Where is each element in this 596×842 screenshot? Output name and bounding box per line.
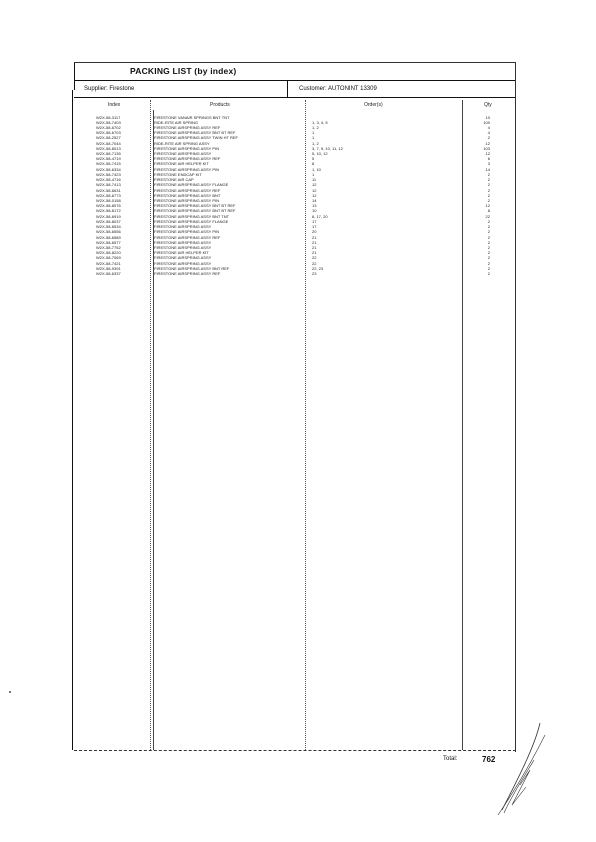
row-product: FIRESTONE AIRSPRING ASSY PIN <box>154 198 219 204</box>
right-border <box>515 62 516 752</box>
page-title: PACKING LIST (by index) <box>130 66 237 76</box>
row-qty: 12 <box>485 151 490 157</box>
row-orders: 12 <box>312 187 317 193</box>
row-product: FIRESTONE AIRSPRING ASSY FLANGE <box>154 218 229 224</box>
row-product: FIRESTONE AIR HELPER KIT <box>154 161 209 167</box>
row-orders: 21 <box>312 239 317 245</box>
row-qty: 2 <box>487 224 490 230</box>
col-header-qty: Qty <box>484 102 492 108</box>
row-orders: 5 <box>312 156 315 162</box>
row-index: W2X-58-7069 <box>96 255 121 261</box>
row-index: W2X-58-7403 <box>96 119 121 125</box>
row-orders: 8 <box>312 161 315 167</box>
row-qty: 12 <box>485 140 490 146</box>
row-orders: 11 <box>312 177 317 183</box>
row-orders: 21 <box>312 245 317 250</box>
row-orders: 14 <box>312 198 317 204</box>
row-orders: 22 <box>312 260 317 266</box>
row-product: FIRESTONE AIR CAP <box>154 177 194 183</box>
bottom-rule <box>74 750 516 751</box>
row-orders: 22 <box>312 255 317 261</box>
row-index: W2X-58-7135 <box>96 151 121 157</box>
row-index: W2X-58-6702 <box>96 124 121 130</box>
row-qty: 2 <box>487 182 490 188</box>
row-index: W2X-58-9391 <box>96 265 121 271</box>
row-product: RIDE-RITE AIR SPRING ASSY <box>154 140 210 146</box>
row-orders: 22, 23 <box>312 265 324 271</box>
row-index: W2X-58-6773 <box>96 192 121 198</box>
row-index: W2X-58-7413 <box>96 182 121 188</box>
row-orders: 1, 2 <box>312 124 319 130</box>
row-orders: 3, 7, 9, 10, 11, 12 <box>312 145 343 151</box>
row-product: FIRESTONE AIRSPRING ASSY PIN <box>154 229 219 235</box>
col-header-products: Products <box>210 102 230 108</box>
row-product: FIRESTONE ENDCAP KIT <box>154 171 202 177</box>
table-row <box>96 271 496 276</box>
row-qty: 4 <box>487 124 490 130</box>
row-qty: 2 <box>487 250 490 256</box>
row-qty: 2 <box>487 135 490 141</box>
row-qty: 4 <box>487 130 490 136</box>
row-product: FIRESTONE AIR HELPER KIT <box>154 250 209 256</box>
row-qty: 2 <box>487 234 490 240</box>
row-product: FIRESTONE AIRSPRING ASSY REF <box>154 187 221 193</box>
row-qty: 12 <box>485 203 490 209</box>
row-orders: 12 <box>312 182 317 188</box>
row-product: FIRESTONE AIRSPRING ASSY <box>154 151 212 157</box>
row-orders: 17 <box>312 224 317 230</box>
customer-label: Customer: AUTONINT 13309 <box>299 86 377 92</box>
row-product: FIRESTONE AIRSPRING ASSY PIN <box>154 145 219 151</box>
row-qty: 2 <box>487 187 490 193</box>
row-orders: 20 <box>312 229 317 235</box>
row-orders: 21 <box>312 250 317 256</box>
col-header-orders: Order(s) <box>364 102 383 108</box>
row-index: W2X-58-6631 <box>96 187 121 193</box>
row-product: FIRESTONE AIRSPRING ASSY BNT <box>154 192 221 198</box>
row-product: FIRESTONE AIRSPRING ASSY REF <box>154 156 221 162</box>
row-index: W2X-58-6919 <box>96 213 121 219</box>
row-index: W2X-58-7044 <box>96 140 121 146</box>
row-qty: 10 <box>485 114 490 120</box>
row-index: W2X-58-6577 <box>96 239 121 245</box>
row-index: W2X-58-7423 <box>96 171 121 177</box>
row-qty: 2 <box>487 218 490 224</box>
total-label: Total: <box>443 756 458 762</box>
row-qty: 2 <box>487 255 490 261</box>
row-qty: 2 <box>487 229 490 235</box>
row-index: W2X-58-8076 <box>96 203 121 209</box>
row-qty: 2 <box>487 271 490 277</box>
row-qty: 22 <box>485 213 490 219</box>
row-product: FIRESTONE AIRSPRING ASSY <box>154 239 212 245</box>
row-product: FIRESTONE AIRSPRING ASSY REF <box>154 234 221 240</box>
row-qty: 2 <box>487 171 490 177</box>
row-product: FIRESTONE AIRSPRING ASSY BNT BT REF <box>154 203 236 209</box>
row-index: W2X-58-6703 <box>96 130 121 136</box>
margin-mark <box>9 691 11 693</box>
row-product: FIRESTONE AIRSPRING ASSY <box>154 255 212 261</box>
row-orders: 1, 2 <box>312 140 319 146</box>
subheader-rule <box>74 97 516 98</box>
row-qty: 2 <box>487 260 490 266</box>
row-orders: 1 <box>312 135 315 141</box>
row-product: FIRESTONE AIRSPRING ASSY BNT BT REF <box>154 208 236 214</box>
row-index: W2X-58-6337 <box>96 271 121 277</box>
row-index: W2X-58-6334 <box>96 166 121 172</box>
row-product: FIRESTONE VANAIR SPRINGS BNT TNT <box>154 114 230 120</box>
row-index: W2X-58-8013 <box>96 145 121 151</box>
signature-mark <box>490 715 550 825</box>
row-product: FIRESTONE AIRSPRING ASSY FLANGE <box>154 182 229 188</box>
row-qty: 2 <box>487 192 490 198</box>
row-qty: 2 <box>487 177 490 183</box>
row-orders: 5, 10, 12 <box>312 151 328 157</box>
row-qty: 103 <box>483 145 490 151</box>
col-header-index: Index <box>108 102 121 108</box>
row-orders: 1, 10 <box>312 166 321 172</box>
row-orders: 12 <box>312 192 317 198</box>
supplier-customer-divider <box>287 80 288 97</box>
row-qty: 6 <box>487 156 490 162</box>
row-qty: 8 <box>487 208 490 214</box>
row-qty: 100 <box>483 119 490 125</box>
row-orders: 10 <box>312 208 317 214</box>
row-orders: 1 <box>312 171 315 177</box>
row-qty: 2 <box>487 239 490 245</box>
row-product: FIRESTONE AIRSPRING ASSY BNT TNT <box>154 213 230 219</box>
row-orders: 1 <box>312 130 315 136</box>
left-border-lower <box>72 90 73 750</box>
row-orders: 13 <box>312 203 317 209</box>
row-product: FIRESTONE AIRSPRING ASSY <box>154 245 212 250</box>
row-index: W2X-58-6589 <box>96 234 121 240</box>
row-index: W2X-58-2527 <box>96 135 121 141</box>
left-border <box>74 62 75 90</box>
row-product: FIRESTONE AIRSPRING ASSY REF <box>154 271 221 277</box>
row-index: W2X-58-8220 <box>96 250 121 256</box>
row-product: FIRESTONE AIRSPRING ASSY TWIN HT REF <box>154 135 238 141</box>
row-orders: 17 <box>312 218 317 224</box>
row-qty: 3 <box>487 161 490 167</box>
row-index: W2X-58-8037 <box>96 218 121 224</box>
row-orders: 21 <box>312 234 317 240</box>
supplier-label: Supplier: Firestone <box>84 86 135 92</box>
row-index: W2X-58-4719 <box>96 156 121 162</box>
row-index: W2X-58-7752 <box>96 245 121 250</box>
top-rule <box>74 62 516 63</box>
row-product: FIRESTONE AIRSPRING ASSY <box>154 260 212 266</box>
total-value: 762 <box>482 755 496 764</box>
row-qty: 2 <box>487 245 490 250</box>
row-index: W2X-58-7421 <box>96 260 121 266</box>
row-index: W2X-58-6556 <box>96 229 121 235</box>
row-qty: 2 <box>487 265 490 271</box>
row-orders: 23 <box>312 271 317 277</box>
row-index: W2X-58-0158 <box>96 198 121 204</box>
row-index: W2X-58-3117 <box>96 114 121 120</box>
row-product: FIRESTONE AIRSPRING ASSY BNT REF <box>154 265 230 271</box>
row-index: W2X-58-6534 <box>96 224 121 230</box>
row-qty: 14 <box>485 166 490 172</box>
row-index: W2X-58-7415 <box>96 161 121 167</box>
row-product: FIRESTONE AIRSPRING ASSY BNT BT REF <box>154 130 236 136</box>
row-orders: 1, 3, 4, 5 <box>312 119 328 125</box>
row-index: W2X-58-8172 <box>96 208 121 214</box>
row-orders: 8, 17, 20 <box>312 213 328 219</box>
row-index: W2X-58-4716 <box>96 177 121 183</box>
row-product: RIDE-RITE AIR SPRING <box>154 119 199 125</box>
row-product: FIRESTONE AIRSPRING ASSY REF <box>154 124 221 130</box>
row-product: FIRESTONE AIRSPRING ASSY <box>154 224 212 230</box>
row-qty: 2 <box>487 198 490 204</box>
row-product: FIRESTONE AIRSPRING ASSY PIN <box>154 166 219 172</box>
header-rule <box>74 80 516 81</box>
